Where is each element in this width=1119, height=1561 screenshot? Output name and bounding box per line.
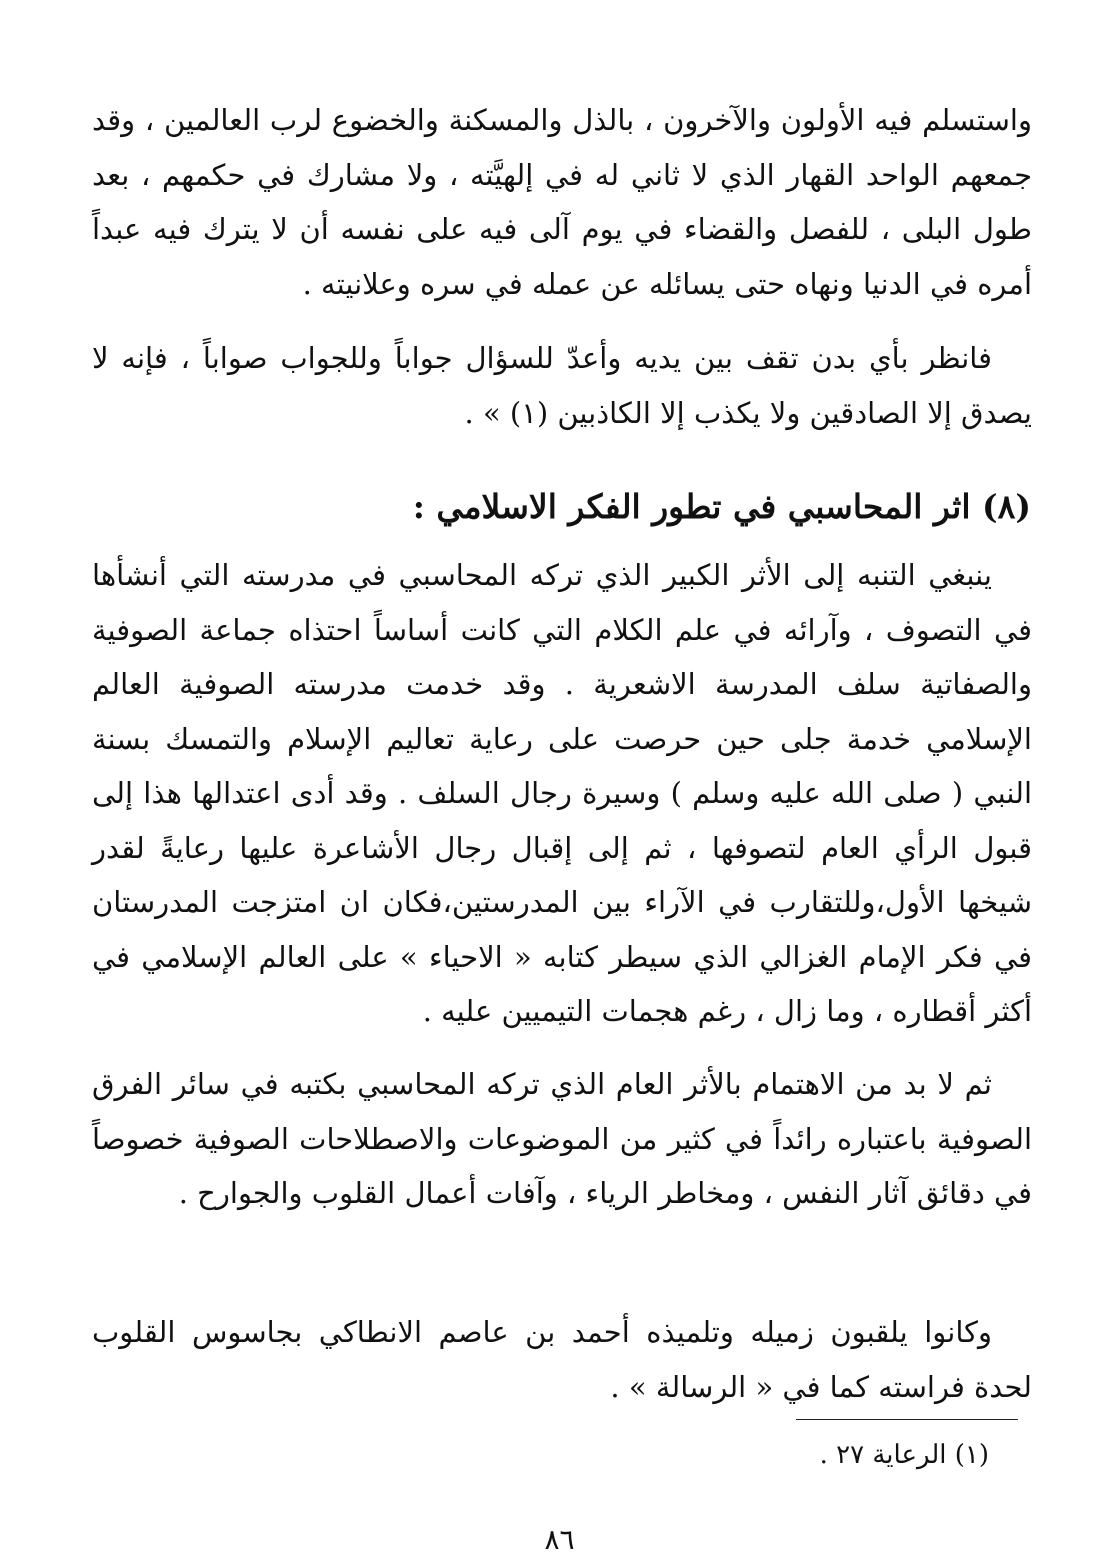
- text-line: وكانوا يلقبون زميله وتلميذه أحمد بن عاصم الانطاكي بجاسوس القلوب: [92, 1315, 992, 1349]
- text-line: لحدة فراسته كما في « الرسالة » .: [610, 1369, 1032, 1404]
- text-line: الفرق الصوفية باعتباره رائداً في كثير من الموضوعات والاصطلاحات الصوفية: [92, 1067, 1033, 1156]
- text-line: الإسلامي خدمة جلى حين حرصت على رعاية تعاليم الإسلام والتمسك بسنة: [92, 721, 1032, 756]
- footnote-divider: [796, 1419, 1018, 1420]
- text-line: في فكر الإمام الغزالي الذي سيطر كتابه « الاحياء » على العالم الإسلامي في: [92, 939, 1032, 974]
- text-line: ينبغي التنبه إلى الأثر الكبير الذي تركه المحاسبي في مدرسته التي أنشأها: [92, 558, 992, 592]
- text-line: فإنه لا يصدق إلا الصادقين ولا يكذب إلا الكاذبين (١) » .: [92, 341, 1032, 430]
- section-paragraph-2: [92, 1057, 1032, 1221]
- text-line: خصوصاً في دقائق آثار النفس ، ومخاطر الرياء ، وآفات أعمال القلوب: [92, 1121, 1032, 1210]
- footnote: (١) الرعاية ٢٧ .: [819, 1440, 989, 1470]
- body-paragraph-1: [92, 93, 1032, 311]
- body-paragraph-2: [92, 331, 1032, 440]
- text-line: والجوارح .: [178, 1176, 303, 1210]
- section-paragraph-1: [92, 548, 1032, 1039]
- text-line: عبداً أمره في الدنيا ونهاه حتى يسائله عن عمله في سره وعلانيته .: [92, 212, 1032, 301]
- text-line: فانظر بأي بدن تقف بين يديه وأعدّ للسؤال جواباً وللجواب صواباً ،: [180, 341, 992, 375]
- text-line: والصفاتية سلف المدرسة الاشعرية . وقد خدمت مدرسته الصوفية العالم: [92, 667, 1032, 701]
- text-line: بعد طول البلى ، للفصل والقضاء في يوم آلى فيه على نفسه أن لا يترك فيه: [92, 157, 1032, 246]
- text-line: أكثر أقطاره ، وما زال ، رغم هجمات التيميين عليه .: [422, 994, 1032, 1028]
- text-line: وقد جمعهم الواحد القهار الذي لا ثاني له في إلهيَّته ، ولا مشارك في حكمهم ،: [92, 103, 1033, 192]
- page-number: ٨٦: [544, 1523, 575, 1556]
- text-line: ثم لا بد من الاهتمام بالأثر العام الذي تركه المحاسبي بكتبه في سائر: [172, 1067, 992, 1101]
- text-line: في التصوف ، وآرائه في علم الكلام التي كانت أساساً احتذاه جماعة الصوفية: [92, 612, 1032, 647]
- text-line: شيخها الأول،وللتقارب في الآراء بين المدرستين،فكان ان امتزجت المدرستان: [92, 885, 1032, 919]
- text-line: الرأي العام لتصوفها ، ثم إلى إقبال رجال الأشاعرة عليها رعايةً لقدر: [92, 830, 958, 865]
- text-line: واستسلم فيه الأولون والآخرون ، بالذل والمسكنة والخضوع لرب العالمين ،: [144, 103, 1032, 137]
- section-heading: (٨) اثر المحاسبي في تطور الفكر الاسلامي :: [412, 487, 1031, 526]
- text-line: النبي ( صلى الله عليه وسلم ) وسيرة رجال السلف . وقد أدى اعتدالها هذا إلى قبول: [92, 776, 1032, 865]
- section-paragraph-3: [92, 1305, 1032, 1414]
